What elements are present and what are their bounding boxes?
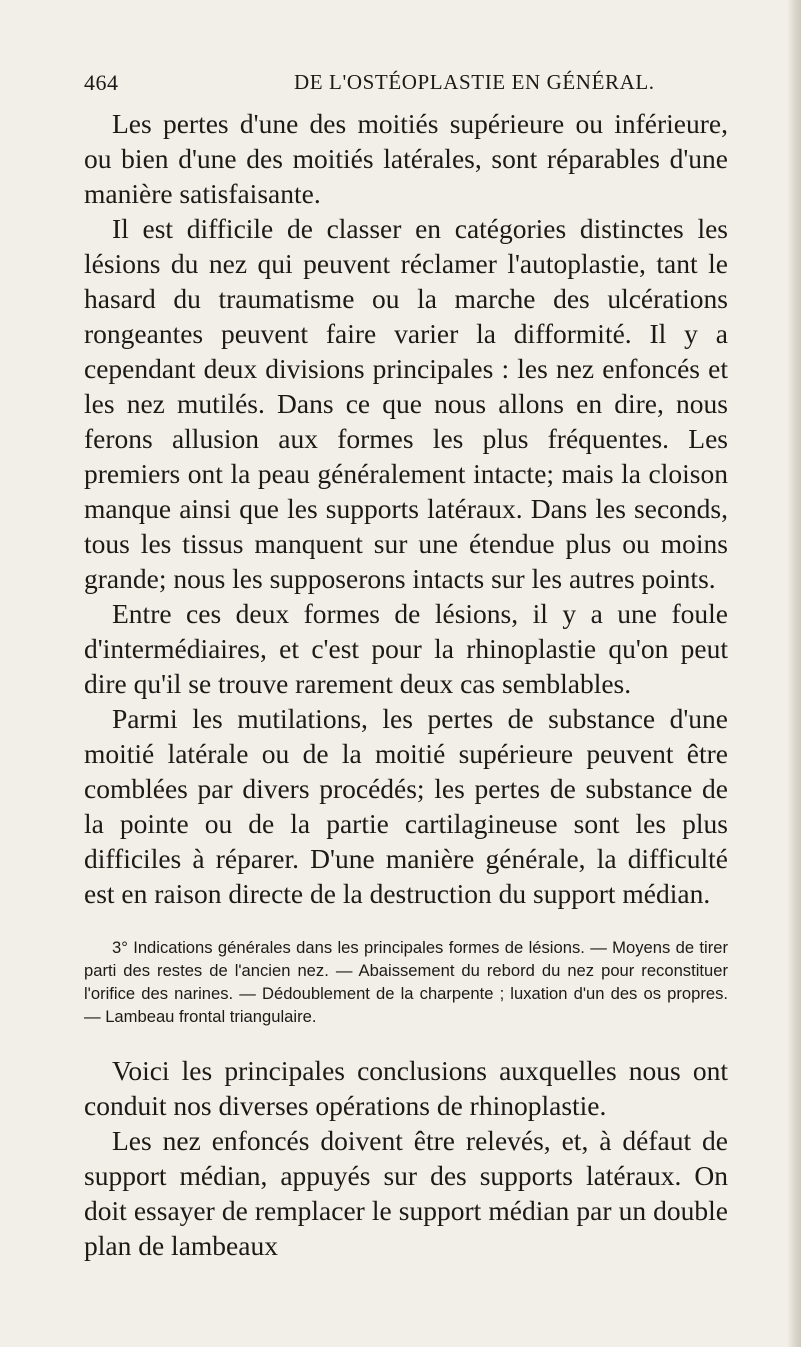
section-summary-note: 3° Indications générales dans les principales formes de lésions. — Moyens de tirer parti des restes de l'ancien nez. — Abaissement du rebord du nez pour reconstituer l'orifice des narines. — Dédoublement de la charpente ; luxation d'un des os propres. — Lambeau frontal triangulaire. — [84, 938, 728, 1026]
page-edge-shadow — [787, 0, 801, 1347]
running-title: DE L'OSTÉOPLASTIE EN GÉNÉRAL. — [294, 70, 655, 94]
paragraph: Entre ces deux formes de lésions, il y a une foule d'intermédiaires, et c'est pour la rhinoplastie qu'on peut dire qu'il se trouve rarement deux cas semblables. — [84, 598, 728, 699]
paragraph: Les pertes d'une des moitiés supérieure ou inférieure, ou bien d'une des moitiés latérales, sont réparables d'une manière satisfaisante. — [84, 108, 728, 209]
continued-text-block — [84, 1053, 728, 1263]
main-text-block — [84, 106, 728, 911]
paragraph: Voici les principales conclusions auxquelles nous ont conduit nos diverses opérations de rhinoplastie. — [84, 1055, 728, 1121]
running-head — [84, 70, 724, 100]
paragraph: Les nez enfoncés doivent être relevés, et, à défaut de support médian, appuyés sur des supports latéraux. On doit essayer de remplacer le support médian par un double plan de lambeaux — [84, 1125, 728, 1261]
paragraph: Il est difficile de classer en catégories distinctes les lésions du nez qui peuvent réclamer l'autoplastie, tant le hasard du traumatisme ou la marche des ulcérations rongeantes peuvent faire varier la difformité. Il y a cependant deux divisions principales : les nez enfoncés et les nez mutilés. Dans ce que nous allons en dire, nous ferons allusion aux formes les plus fréquentes. Les premiers ont la peau généralement intacte; mais la cloison manque ainsi que les supports latéraux. Dans les seconds, tous les tissus manquent sur une étendue plus ou moins grande; nous les supposerons intacts sur les autres points. — [84, 213, 728, 594]
page-number: 464 — [84, 70, 119, 95]
paragraph: Parmi les mutilations, les pertes de substance d'une moitié latérale ou de la moitié supérieure peuvent être comblées par divers procédés; les pertes de substance de la pointe ou de la partie cartilagineuse sont les plus difficiles à réparer. D'une manière générale, la difficulté est en raison directe de la destruction du support médian. — [84, 703, 728, 909]
